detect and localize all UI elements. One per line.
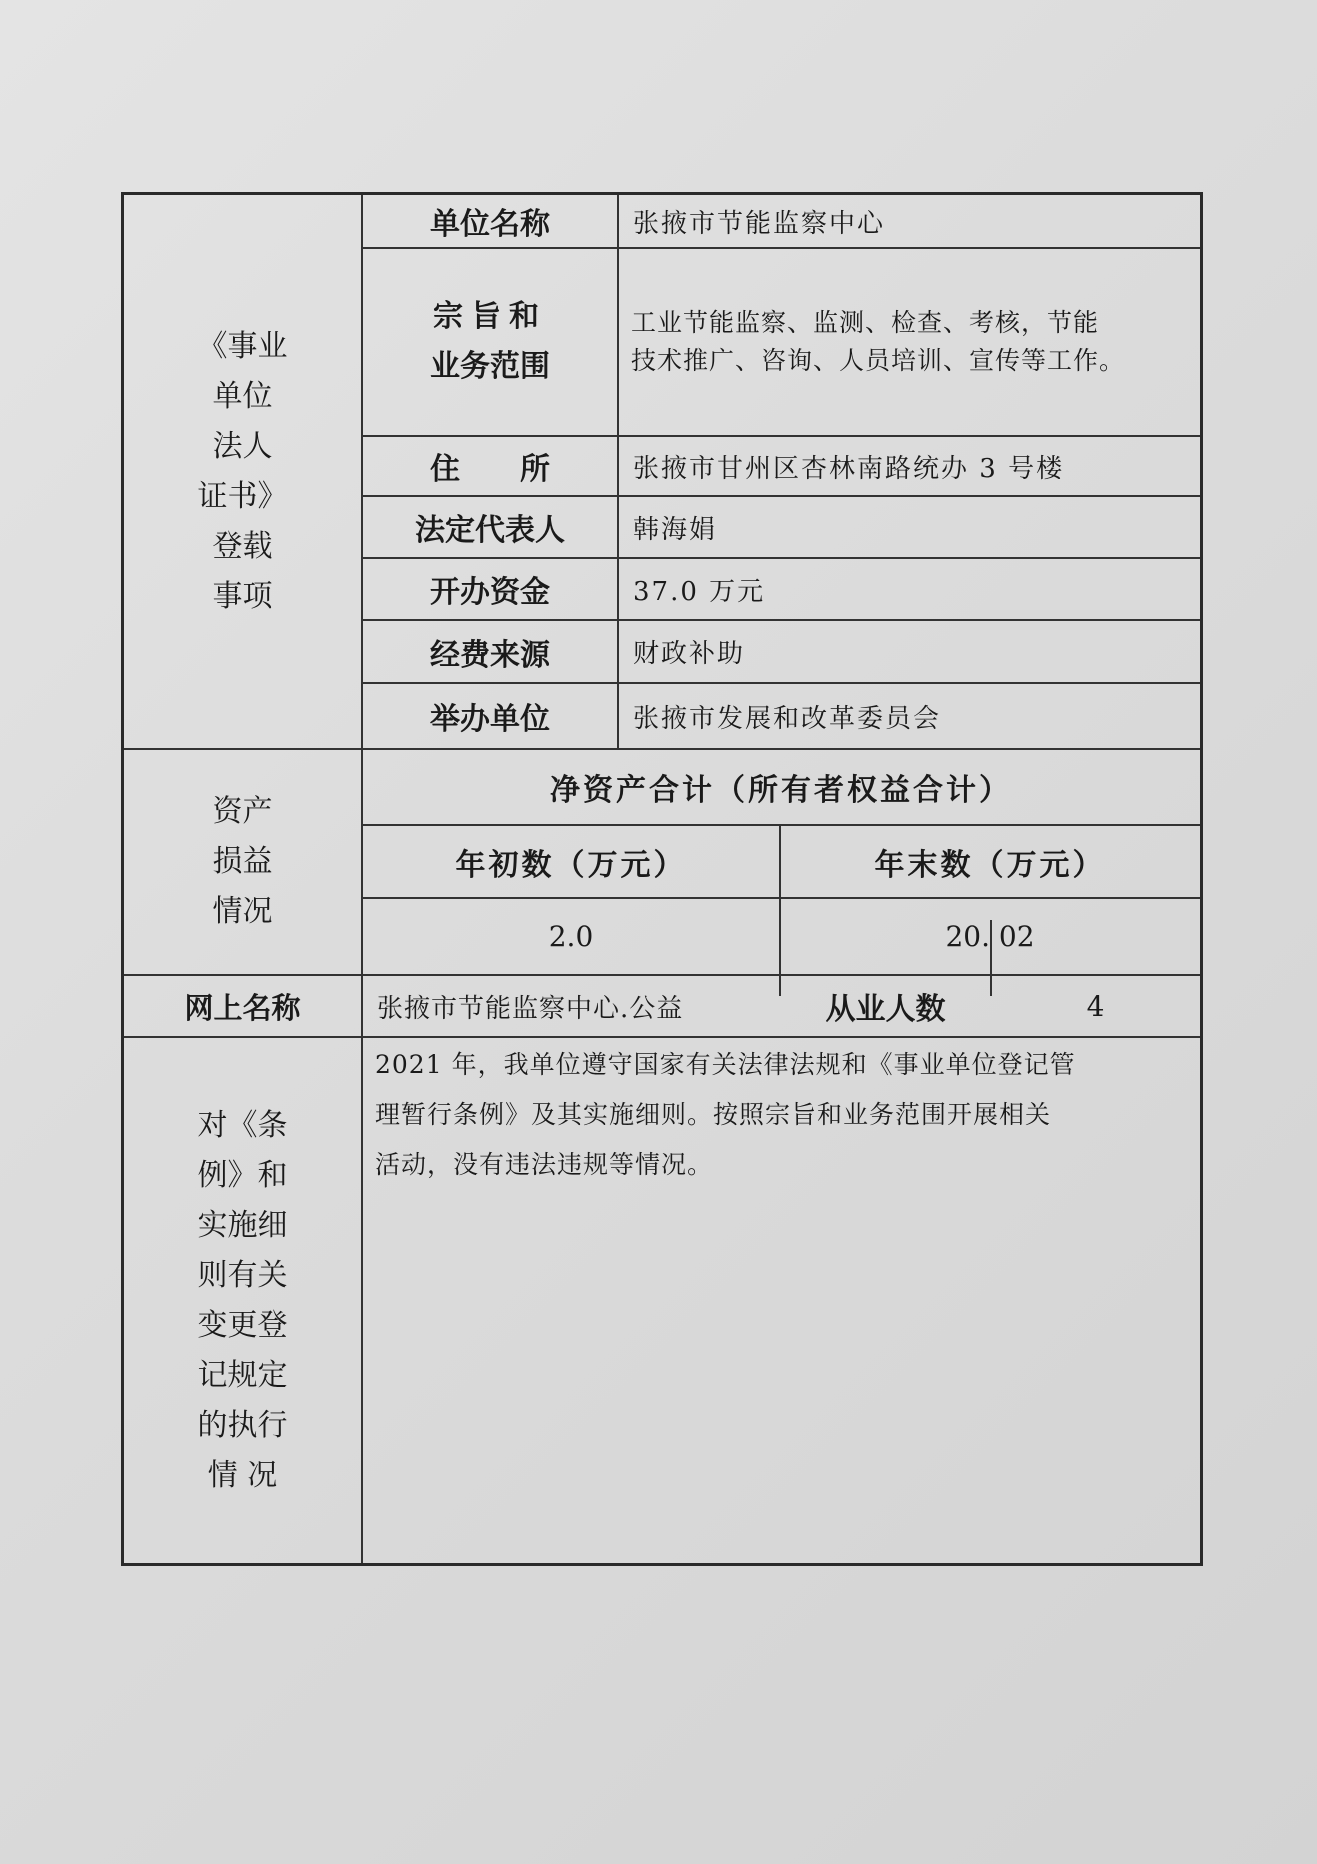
value-line: 工业节能监察、监测、检查、考核，节能 [631, 308, 1100, 337]
value-line: 技术推广、咨询、人员培训、宣传等工作。 [631, 346, 1126, 375]
purpose-scope-label [363, 249, 617, 435]
online-name-value: 张掖市节能监察中心.公益 [377, 993, 684, 1024]
title-line: 例》和 [197, 1157, 288, 1193]
title-line: 实施细 [197, 1207, 288, 1243]
title-line: 事项 [212, 578, 273, 614]
title-line: 损益 [212, 844, 273, 879]
online-name-label: 网上名称 [184, 990, 301, 1025]
funding-source-value: 财政补助 [633, 639, 746, 669]
end-year-value: 20. 02 [945, 920, 1035, 953]
net-assets-header: 净资产合计（所有者权益合计） [550, 773, 1012, 808]
title-line: 法人 [212, 428, 273, 464]
initial-capital-value: 37.0 万元 [633, 576, 766, 607]
begin-year-value: 2.0 [548, 920, 594, 953]
title-line: 记规定 [197, 1357, 288, 1393]
title-line: 情 况 [207, 1457, 278, 1493]
statement-line: 理暂行条例》及其实施细则。按照宗旨和业务范围开展相关 [375, 1100, 1052, 1129]
section-title-regulation-compliance [124, 1038, 361, 1563]
compliance-statement [375, 1040, 1195, 1190]
registration-table [121, 192, 1203, 1566]
unit-name-value: 张掖市节能监察中心 [633, 208, 886, 239]
address-label: 住 所 [430, 452, 550, 487]
title-line: 《事业 [197, 328, 288, 364]
title-line: 的执行 [197, 1407, 288, 1443]
purpose-scope-value [619, 249, 1199, 435]
title-line: 对《条 [197, 1107, 288, 1143]
statement-line: 活动，没有违法违规等情况。 [375, 1150, 714, 1179]
sponsor-unit-label: 举办单位 [430, 702, 550, 737]
title-line: 则有关 [197, 1257, 288, 1293]
statement-line: 2021 年，我单位遵守国家有关法律法规和《事业单位登记管 [375, 1050, 1076, 1079]
label-line: 宗旨和 [433, 299, 547, 334]
section-title-certificate-items [124, 195, 361, 748]
unit-name-label: 单位名称 [430, 207, 550, 242]
address-value: 张掖市甘州区杏林南路统办 3 号楼 [633, 453, 1065, 484]
title-line: 登载 [212, 528, 273, 564]
initial-capital-label: 开办资金 [430, 575, 550, 610]
legal-representative-value: 韩海娟 [633, 514, 718, 545]
title-line: 变更登 [197, 1307, 288, 1343]
staff-count-value: 4 [1086, 989, 1105, 1023]
title-line: 证书》 [197, 478, 288, 514]
section-title-assets [124, 750, 361, 974]
funding-source-label: 经费来源 [430, 637, 550, 673]
label-line: 业务范围 [430, 349, 550, 384]
end-year-header: 年末数（万元） [874, 847, 1106, 883]
title-line: 情况 [212, 894, 273, 929]
sponsor-unit-value: 张掖市发展和改革委员会 [633, 703, 942, 734]
begin-year-header: 年初数（万元） [455, 847, 687, 883]
title-line: 资产 [212, 794, 273, 829]
staff-count-label: 从业人数 [825, 992, 946, 1027]
legal-representative-label: 法定代表人 [415, 513, 565, 548]
title-line: 单位 [212, 378, 273, 414]
